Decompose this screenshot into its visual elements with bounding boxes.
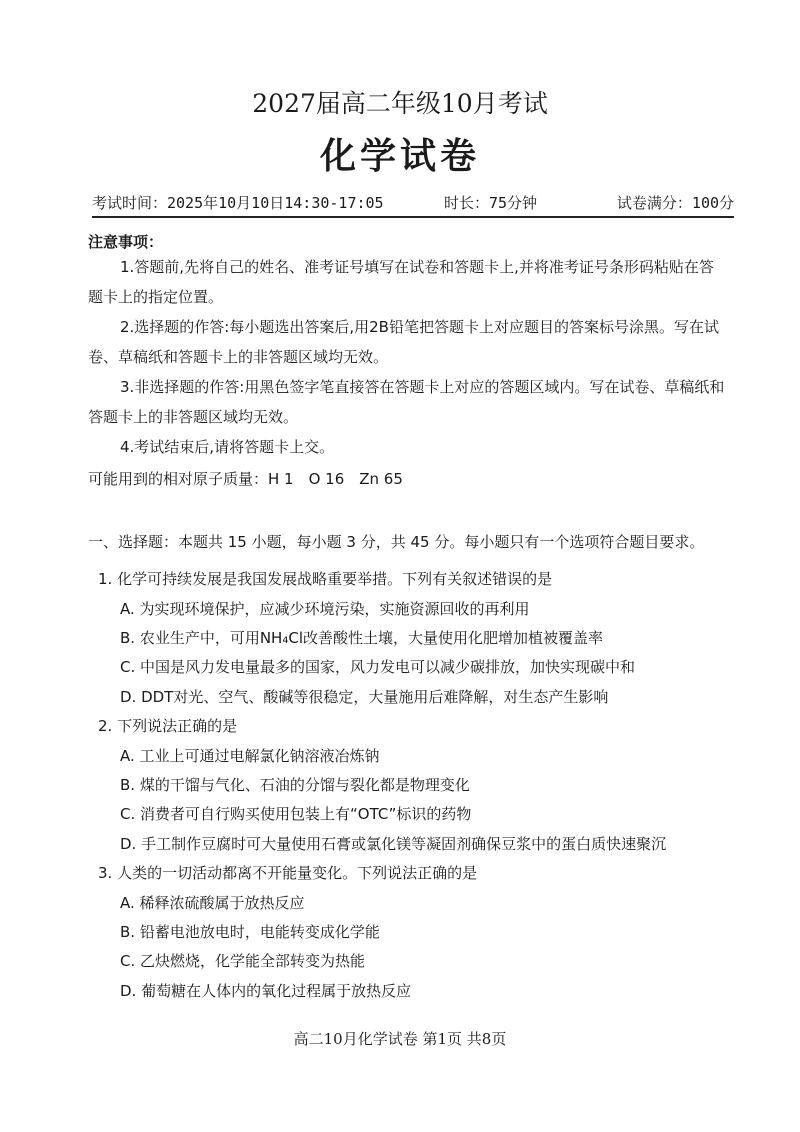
notice-item-4: 4.考试结束后,请将答题卡上交。 [120, 438, 335, 456]
exam-heading: 2027届高二年级10月考试 [252, 89, 548, 118]
question-3-stem: 3. 人类的一切活动都离不开能量变化。下列说法正确的是 [98, 864, 478, 882]
notice-item-2: 2.选择题的作答:每小题选出答案后,用2B铅笔把答题卡上对应题目的答案标号涂黑。写在试卷、草稿纸和答题卡上的非答题区域均无效。 [88, 318, 719, 366]
question-2-option-d: D. 手工制作豆腐时可大量使用石膏或氯化镁等凝固剂确保豆浆中的蛋白质快速聚沉 [120, 835, 667, 853]
question-3-option-c: C. 乙炔燃烧，化学能全部转变为热能 [120, 952, 366, 970]
question-2-option-a: A. 工业上可通过电解氯化钠溶液冶炼钠 [120, 747, 380, 765]
question-1-option-a: A. 为实现环境保护，应减少环境污染，实施资源回收的再利用 [120, 600, 530, 618]
question-2-option-b: B. 煤的干馏与气化、石油的分馏与裂化都是物理变化 [120, 776, 470, 794]
exam-duration: 时长：75分钟 [444, 194, 538, 212]
section-title: 一、选择题：本题共 15 小题，每小题 3 分，共 45 分。每小题只有一个选项符合题目要求。 [88, 533, 705, 551]
exam-info-bar [92, 190, 734, 218]
notice-item-3: 3.非选择题的作答:用黑色签字笔直接答在答题卡上对应的答题区域内。写在试卷、草稿纸和答题卡上的非答题区域均无效。 [88, 378, 725, 426]
exam-time: 考试时间：2025年10月10日14:30-17:05 [92, 194, 384, 212]
subject-title: 化学试卷 [319, 136, 480, 177]
notice-item-1: 1.答题前,先将自己的姓名、准考证号填写在试卷和答题卡上,并将准考证号条形码粘贴在答题卡上的指定位置。 [88, 258, 714, 306]
page-footer: 高二10月化学试卷 第1页 共8页 [293, 1030, 507, 1048]
question-3-option-b: B. 铅蓄电池放电时，电能转变成化学能 [120, 923, 380, 941]
atomic-masses: 可能用到的相对原子质量：H 1 O 16 Zn 65 [88, 470, 403, 488]
question-2-stem: 2. 下列说法正确的是 [98, 717, 238, 735]
question-1-option-d: D. DDT对光、空气、酸碱等很稳定，大量施用后难降解，对生态产生影响 [120, 688, 609, 706]
question-3-option-a: A. 稀释浓硫酸属于放热反应 [120, 894, 305, 912]
question-1-option-c: C. 中国是风力发电量最多的国家，风力发电可以减少碳排放，加快实现碳中和 [120, 658, 636, 676]
notice-title: 注意事项： [88, 233, 164, 251]
question-1-option-b: B. 农业生产中，可用NH₄Cl改善酸性土壤，大量使用化肥增加植被覆盖率 [120, 629, 603, 647]
question-1-stem: 1. 化学可持续发展是我国发展战略重要举措。下列有关叙述错误的是 [98, 570, 553, 588]
question-2-option-c: C. 消费者可自行购买使用包装上有“OTC”标识的药物 [120, 805, 472, 823]
question-3-option-d: D. 葡萄糖在人体内的氧化过程属于放热反应 [120, 982, 412, 1000]
full-score: 试卷满分：100分 [616, 194, 734, 212]
